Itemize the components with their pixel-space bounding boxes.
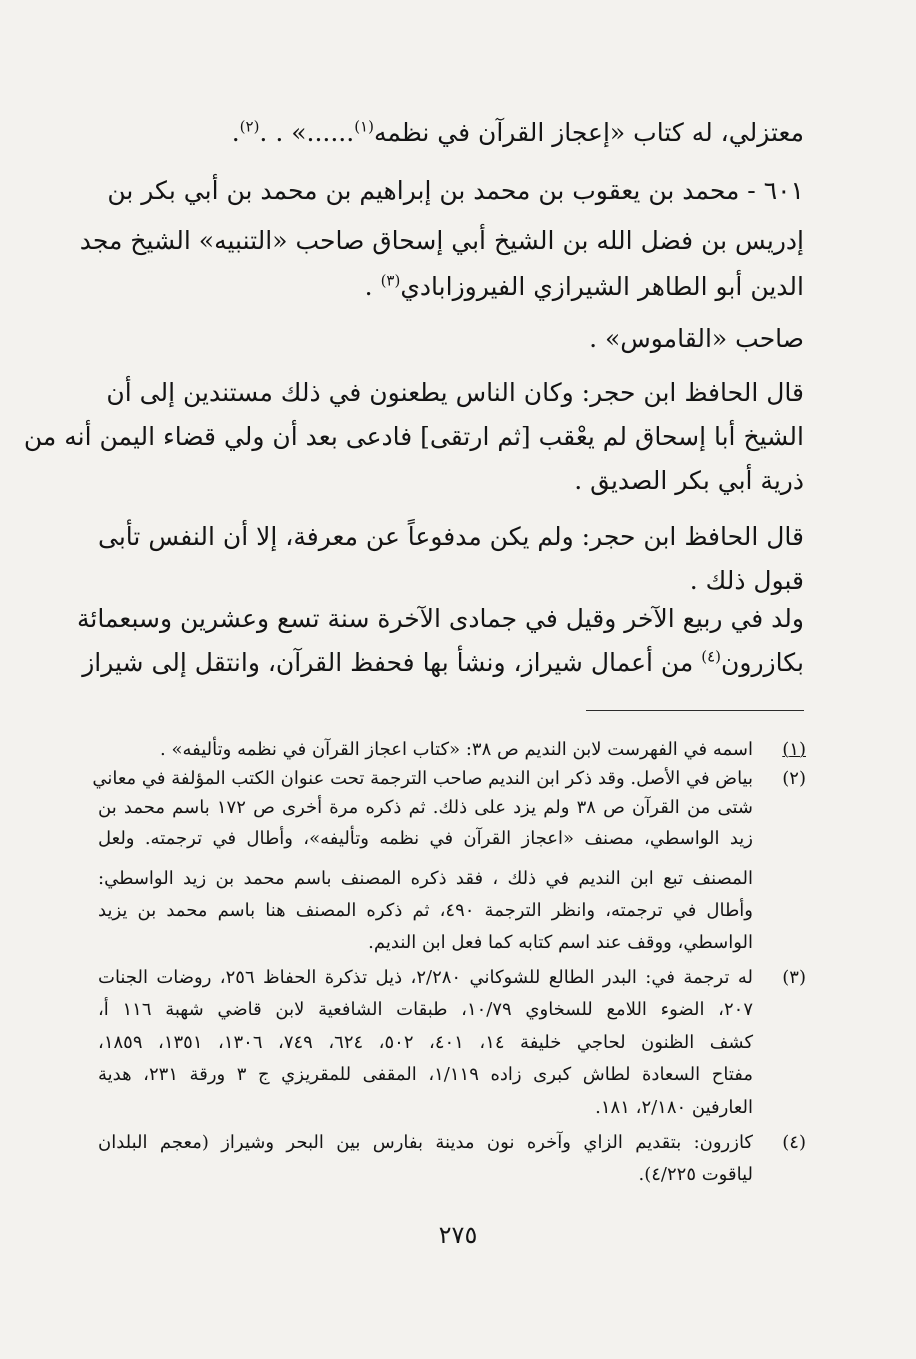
footnote-line: المصنف تبع ابن النديم في ذلك ، فقد ذكره المصنف باسم محمد بن زيد الواسطي: — [98, 868, 753, 889]
main-text-line — [114, 268, 804, 306]
main-text-segment: ......» . . — [259, 118, 355, 147]
footnote-number — [761, 737, 806, 763]
main-text-line: قال الحافظ ابن حجر: ولم يكن مدفوعاً عن معرفة، إلا أن النفس تأبى — [98, 522, 804, 551]
footnote-line: مفتاح السعادة لطاش كبرى زاده ١/١١٩، المقفى للمقريزي ج ٣ ورقة ٢٣١، هدية — [98, 1064, 753, 1085]
main-text-line — [82, 644, 804, 682]
footnote-line: كازرون: بتقديم الزاي وآخره نون مدينة بفارس بين البحر وشيراز (معجم البلدان — [98, 1132, 753, 1153]
footnote-ref-3: (٣) — [380, 271, 401, 290]
footnote-line: ٢٠٧، الضوء اللامع للسخاوي ١٠/٧٩، طبقات الشافعية لابن قاضي شهبة ١١٦ أ، — [98, 999, 753, 1020]
main-text-line: قبول ذلك . — [689, 566, 804, 595]
main-text-segment: من أعمال شيراز، ونشأ بها فحفظ القرآن، وانتقل إلى شيراز — [82, 648, 702, 677]
main-text-line — [114, 114, 804, 152]
main-text-line: الشيخ أبا إسحاق لم يعْقب [ثم ارتقى] فادعى بعد أن ولي قضاء اليمن أنه من — [23, 422, 804, 451]
main-text-line: ٦٠١ - محمد بن يعقوب بن محمد بن إبراهيم بن محمد بن أبي بكر بن — [107, 176, 804, 205]
main-text-segment: . — [231, 118, 240, 147]
footnote-ref-1: (١) — [354, 117, 374, 136]
main-text-segment: معتزلي، له كتاب «إعجاز القرآن في نظمه — [373, 118, 804, 147]
footnote-line: اسمه في الفهرست لابن النديم ص ٣٨: «كتاب اعجاز القرآن في نظمه وتأليفه» . — [160, 739, 753, 760]
footnote-line: العارفين ٢/١٨٠، ١٨١. — [595, 1097, 753, 1118]
main-text-line: قال الحافظ ابن حجر: وكان الناس يطعنون في ذلك مستندين إلى أن — [106, 378, 804, 407]
footnote-number: (٣) — [782, 967, 806, 988]
footnote-ref-4: (٤) — [701, 647, 722, 666]
main-text-line: ولد في ربيع الآخر وقيل في جمادى الآخرة سنة تسع وعشرين وسبعمائة — [76, 604, 804, 633]
main-text-segment: الدين أبو الطاهر الشيرازي الفيروزابادي — [400, 272, 804, 301]
main-text-segment: بكازرون — [721, 648, 804, 677]
footnote-ref-2: (٢) — [239, 117, 260, 136]
page-number: ٢٧٥ — [438, 1221, 478, 1249]
main-text-line: ذرية أبي بكر الصديق . — [574, 466, 804, 495]
main-text-line: صاحب «القاموس» . — [589, 324, 804, 353]
footnote-line: شتى من القرآن ص ٣٨ ولم يزد على ذلك. ثم ذكره مرة أخرى ص ١٧٢ باسم محمد بن — [98, 797, 753, 818]
footnote-number: (٤) — [782, 1132, 806, 1153]
footnote-line: الواسطي، ووقف عند اسم كتابه كما فعل ابن النديم. — [368, 932, 753, 953]
footnote-line: له ترجمة في: البدر الطالع للشوكاني ٢/٢٨٠، ذيل تذكرة الحفاظ ٢٥٦، روضات الجنات — [98, 967, 753, 988]
footnote-line: وأطال في ترجمته، وانظر الترجمة ٤٩٠، ثم ذكره المصنف هنا باسم محمد بن يزيد — [98, 900, 753, 921]
footnote-line: زيد الواسطي، مصنف «اعجاز القرآن في نظمه وتأليفه»، وأطال في ترجمته. ولعل — [98, 828, 753, 849]
footnote-number-text: (١) — [782, 739, 806, 760]
footnote-divider — [586, 710, 804, 711]
footnote-line: لياقوت ٤/٢٢٥). — [638, 1164, 753, 1185]
footnote-line: كشف الظنون لحاجي خليفة ١٤، ٤٠١، ٥٠٢، ٦٢٤، ٧٤٩، ١٣٠٦، ١٣٥١، ١٨٥٩، — [98, 1032, 754, 1053]
main-text-line: إدريس بن فضل الله بن الشيخ أبي إسحاق صاحب «التنبيه» الشيخ مجد — [79, 226, 804, 255]
footnote-number: (٢) — [782, 768, 806, 789]
footnote-line: بياض في الأصل. وقد ذكر ابن النديم صاحب الترجمة تحت عنوان الكتب المؤلفة في معاني — [92, 768, 753, 789]
main-text-segment: . — [364, 272, 381, 301]
